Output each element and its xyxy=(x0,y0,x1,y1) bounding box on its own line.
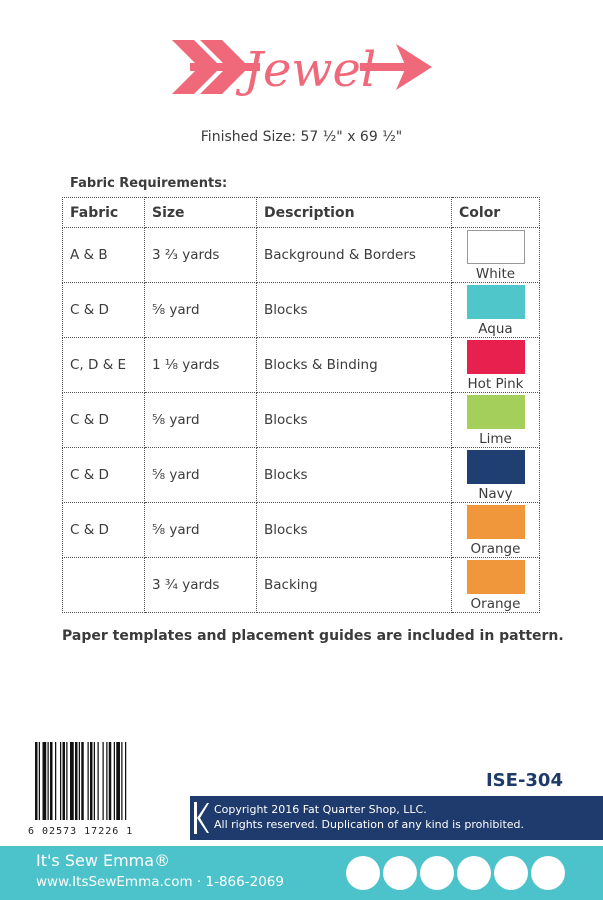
header-size: Size xyxy=(145,198,257,228)
color-swatch xyxy=(467,450,525,484)
k-mark-icon xyxy=(193,801,209,835)
size-cell: 3 ¾ yards xyxy=(145,558,257,613)
fabric-requirements-heading: Fabric Requirements: xyxy=(70,176,228,191)
fabric-cell: C, D & E xyxy=(63,338,145,393)
fabric-cell: C & D xyxy=(63,448,145,503)
description-cell: Blocks xyxy=(257,393,452,448)
color-cell xyxy=(452,393,540,448)
fabric-cell: A & B xyxy=(63,228,145,283)
description-cell: Background & Borders xyxy=(257,228,452,283)
description-cell: Backing xyxy=(257,558,452,613)
barcode-icon xyxy=(35,742,153,820)
color-name: Lime xyxy=(479,430,512,447)
fabric-cell xyxy=(63,558,145,613)
copyright-line1: Copyright 2016 Fat Quarter Shop, LLC. xyxy=(214,803,427,816)
color-name: Orange xyxy=(470,540,521,557)
color-swatch xyxy=(467,230,525,264)
table-row xyxy=(63,558,540,613)
pattern-note: Paper templates and placement guides are included in pattern. xyxy=(62,628,564,644)
color-swatch xyxy=(467,395,525,429)
color-cell xyxy=(452,503,540,558)
table-row xyxy=(63,228,540,283)
table-row xyxy=(63,393,540,448)
size-cell: ⅝ yard xyxy=(145,448,257,503)
description-cell: Blocks xyxy=(257,283,452,338)
color-swatch xyxy=(467,560,525,594)
table-row xyxy=(63,283,540,338)
size-cell: ⅝ yard xyxy=(145,283,257,338)
color-swatch xyxy=(467,340,525,374)
copyright-line2: All rights reserved. Duplication of any kind is prohibited. xyxy=(214,818,525,831)
color-name: Navy xyxy=(478,485,513,502)
color-cell xyxy=(452,228,540,283)
color-cell xyxy=(452,283,540,338)
table-row xyxy=(63,338,540,393)
table-header-row xyxy=(63,198,540,228)
color-name: White xyxy=(475,265,516,282)
contact-info: www.ItsSewEmma.com · 1-866-2069 xyxy=(36,874,284,890)
sku-label: ISE-304 xyxy=(485,770,563,791)
color-name: Orange xyxy=(470,595,521,612)
barcode-digits: 6 02573 17226 1 xyxy=(28,826,134,837)
color-cell xyxy=(452,558,540,613)
size-cell: 3 ⅔ yards xyxy=(145,228,257,283)
title-text: Jewel xyxy=(243,42,377,98)
color-name: Aqua xyxy=(478,320,513,337)
size-cell: ⅝ yard xyxy=(145,393,257,448)
fabric-cell: C & D xyxy=(63,393,145,448)
description-cell: Blocks xyxy=(257,448,452,503)
color-swatch xyxy=(467,505,525,539)
fabric-cell: C & D xyxy=(63,503,145,558)
size-cell: 1 ⅛ yards xyxy=(145,338,257,393)
logo xyxy=(0,0,603,130)
fabric-cell: C & D xyxy=(63,283,145,338)
footer-bar xyxy=(0,846,603,900)
size-cell: ⅝ yard xyxy=(145,503,257,558)
color-cell xyxy=(452,338,540,393)
fabric-requirements-table xyxy=(62,197,540,613)
description-cell: Blocks xyxy=(257,503,452,558)
arrow-logo-icon xyxy=(160,28,440,128)
color-name: Hot Pink xyxy=(467,375,524,392)
color-cell xyxy=(452,448,540,503)
finished-size: Finished Size: 57 ½" x 69 ½" xyxy=(200,129,403,145)
table-row xyxy=(63,503,540,558)
color-swatch xyxy=(467,285,525,319)
description-cell: Blocks & Binding xyxy=(257,338,452,393)
header-description: Description xyxy=(257,198,452,228)
brand-name: It's Sew Emma® xyxy=(36,851,171,870)
header-fabric: Fabric xyxy=(63,198,145,228)
table-row xyxy=(63,448,540,503)
header-color: Color xyxy=(452,198,540,228)
circles-pattern-icon xyxy=(345,853,567,893)
copyright-band xyxy=(190,796,603,840)
